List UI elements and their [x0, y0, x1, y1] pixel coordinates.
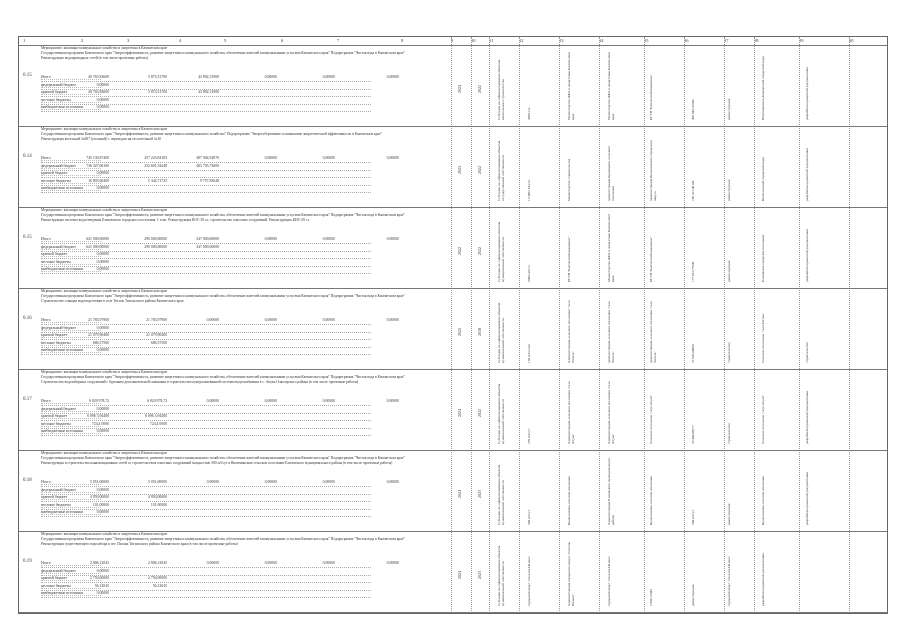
funding-source-label: внебюджетные источники: [41, 348, 101, 353]
amount-cell: 21 783,97900: [146, 318, 167, 322]
amount-cell: 0,00000: [264, 75, 277, 79]
funding-source-label: Итого: [41, 75, 101, 80]
amount-cell: 6 096 3,94400: [87, 414, 109, 418]
amount-cell: 0,00000: [386, 237, 399, 241]
amount-cell: 5 873,51700: [148, 90, 167, 94]
column-header: 19: [799, 38, 804, 43]
amount-cell: 43 892,31900: [198, 75, 219, 79]
program-title: Государственная программа Камчатского края "Энергоэффективность, развитие энергетики и коммунального хозяйства, обеспечение жителей коммунальными услугами Камчатского края" Подпрограмма "Чистая вода в Камчатском крае": [41, 456, 406, 460]
vertical-cell-text: разработка проектной документации: [805, 390, 809, 444]
vertical-cell-text: 500 м3/сут: [527, 509, 531, 525]
vertical-cell-text: администрация сельского поселения "село Тигиль": [607, 301, 615, 363]
program-title: Государственная программа Камчатского края "Энергоэффективность, развитие энергетики и коммунального хозяйства, обеспечение жителей коммунальными услугами Камчатского края" Подпрограмма "Чистая вода в Камчатском крае": [41, 294, 406, 298]
funding-source-label: Итого: [41, 318, 101, 323]
vertical-cell-text: 4500 п.м: [527, 107, 531, 120]
vertical-cell-text: администрация сельского поселения "село Тигиль": [649, 301, 657, 363]
amount-cell: 2 806,12045: [148, 561, 167, 565]
amount-cell: 43 892,31900: [198, 90, 219, 94]
vertical-cell-text: Субсидии на софинансирование объектов муниципальной собственности: [497, 302, 505, 363]
amount-cell: 252 691,34448: [144, 163, 167, 168]
amount-cell: 0,00000: [96, 97, 109, 102]
funding-source-label: краевой бюджет: [41, 90, 101, 95]
funding-source-label: местные бюджеты: [41, 503, 101, 508]
amount-cell: 0,00000: [96, 568, 109, 573]
vertical-cell-text: Елизовское городское поселение: [761, 234, 765, 282]
vertical-cell-text: администрация Вилючинского городского округа: [649, 140, 657, 201]
amount-cell: 49 765,83600: [88, 90, 109, 94]
year-start: 2024: [457, 409, 462, 417]
amount-cell: 724,4 0000: [149, 421, 167, 426]
amount-cell: 0,00000: [96, 186, 109, 190]
funding-source-label: Итого: [41, 399, 101, 404]
program-title: Государственная программа Камчатского края "Энергоэффективность, развитие энергетики и коммунального хозяйства, обеспечение жителей коммунальными услугами Камчатского края" Подпрограмма "Чистая вода в Камчатском крае": [41, 537, 406, 541]
vertical-cell-text: 500 м3/сут: [691, 509, 695, 525]
amount-cell: 0,00000: [206, 318, 219, 322]
amount-cell: 0,00000: [96, 510, 109, 514]
vertical-cell-text: Субсидии на софинансирование объектов муниципальной собственности: [497, 221, 505, 282]
program-title: Государственная программа Камчатского края "Энергоэффективность, развитие энергетики и коммунального хозяйства, обеспечение жителей коммунальными услугами Камчатского края" Подпрограмма "Чистая вода в Камчатском крае": [41, 51, 406, 55]
vertical-cell-text: разработка проектной документации: [805, 471, 809, 525]
amount-cell: 347 000,00000: [196, 244, 219, 249]
amount-cell: 0,00000: [264, 318, 277, 322]
amount-cell: 101,00000: [150, 502, 167, 507]
column-header: 17: [724, 38, 729, 43]
project-title: Строительство водозаборных сооружений с бурением дополнительной скважины и строительство централизованной системы водоснабжения в с. Апука Олюторского района (в том числе проектные работы): [41, 380, 359, 384]
vertical-cell-text: 150 м3/сутки: [527, 344, 531, 363]
column-header: 6: [281, 38, 284, 43]
row-number: 0.14: [23, 154, 32, 159]
amount-cell: 0,00000: [386, 156, 399, 160]
funding-source-label: федеральный бюджет: [41, 83, 101, 88]
amount-cell: 0,00000: [322, 480, 335, 484]
funding-source-label: местные бюджеты: [41, 341, 101, 346]
funding-source-label: Итого: [41, 156, 101, 161]
column-header: 18: [754, 38, 759, 43]
vertical-cell-text: КГУП "Камчатский водоканал": [649, 236, 653, 282]
amount-cell: 101,00000: [92, 502, 109, 507]
amount-cell: 0,00000: [206, 480, 219, 484]
amount-cell: 5 051,00000: [148, 480, 167, 484]
column-header: 13: [559, 38, 564, 43]
amount-cell: 347 000,00000: [196, 237, 219, 241]
row-number: 0.17: [23, 397, 32, 402]
project-title: Реконструкция и строительство канализационных сетей со строительством очистных сооружений мощностью 500 м3/сут в Вилючинском сельском поселении Елизовского муниципального района (в том числе проектные работы): [41, 461, 393, 465]
budget-row: [19, 369, 887, 451]
vertical-cell-text: реконструкция: [727, 260, 731, 282]
year-start: 2023: [457, 328, 462, 336]
program-title: Государственная программа Камчатского края "Энергоэффективность, развитие энергетики и коммунального хозяйства, обеспечение жителей коммунальными услугами Камчатского края" Подпрограмма "Чистая вода в Камчатском крае": [41, 375, 406, 379]
column-header: 7: [337, 38, 340, 43]
row-divider: [41, 516, 371, 517]
amount-cell: 0,00000: [96, 171, 109, 175]
funding-source-label: внебюджетные источники: [41, 267, 101, 272]
row-number: 0.19: [23, 559, 32, 564]
funding-source-label: краевой бюджет: [41, 252, 101, 257]
vertical-cell-text: Петропавловск-Камчатский городской округ: [761, 55, 765, 120]
amount-cell: 0,00000: [96, 259, 109, 264]
funding-source-label: внебюджетные источники: [41, 591, 101, 596]
amount-cell: 0,00000: [206, 399, 219, 403]
budget-row: [19, 45, 887, 127]
amount-cell: 0,00000: [96, 487, 109, 492]
amount-cell: 4 950,00000: [90, 495, 109, 499]
funding-source-label: краевой бюджет: [41, 495, 101, 500]
amount-cell: 5 344,71725: [148, 178, 167, 183]
vertical-cell-text: Субсидии на софинансирование объектов муниципальной собственности: [497, 545, 505, 606]
vertical-cell-text: Вилючинское сельское поселение: [649, 476, 653, 525]
funding-source-label: федеральный бюджет: [41, 407, 101, 412]
project-title: Строительство станции водоподготовки в селе Тигиль Тигильского района Камчатского края: [41, 299, 184, 303]
amount-cell: 0,00000: [96, 252, 109, 256]
amount-cell: 5 051,00000: [90, 480, 109, 484]
vertical-cell-text: Субсидии на софинансирование объектов муниципальной собственности: [497, 383, 505, 444]
vertical-cell-text: 37 945,00000: [691, 344, 695, 363]
vertical-cell-text: Администрация сельского поселения "село Тигиль": [567, 300, 575, 363]
vertical-cell-text: городской округ "поселок Палана": [727, 555, 731, 606]
row-divider: [41, 597, 371, 598]
amount-cell: 56,12045: [94, 583, 109, 588]
year-end: 2022: [477, 166, 482, 174]
amount-cell: 6 820 978,72: [147, 399, 167, 403]
vertical-cell-text: 15 МВт Гкал/ч: [527, 179, 531, 201]
amount-cell: 0,00000: [322, 399, 335, 403]
vertical-cell-text: реконструкция: [691, 584, 695, 606]
year-end: 2018: [477, 328, 482, 336]
vertical-cell-text: Администрация Елизовского муниципального района: [607, 458, 615, 525]
vertical-cell-text: Субсидии на софинансирование объектов государственной собственности: [497, 140, 505, 201]
amount-cell: 6 820 978,72: [89, 399, 109, 403]
activity-title: Мероприятие: жилищно-коммунальное хозяйство и энергетика в Камчатском крае: [41, 208, 168, 212]
amount-cell: 9 757,83648: [200, 178, 219, 183]
amount-cell: 0,00000: [264, 156, 277, 160]
amount-cell: 4 950,00000: [148, 495, 167, 499]
amount-cell: 56,12045: [152, 583, 167, 588]
vertical-cell-text: городской округ "поселок Палана": [527, 555, 531, 606]
year-start: 2024: [457, 571, 462, 579]
amount-cell: 745 130,87400: [86, 156, 109, 160]
activity-title: Мероприятие: жилищно-коммунальное хозяйство и энергетика в Камчатском крае: [41, 289, 168, 293]
amount-cell: 487 904,92870: [196, 156, 219, 160]
amount-cell: 290 000,00000: [144, 244, 167, 249]
program-title: Государственная программа Камчатского края "Энергоэффективность, развитие энергетики и коммунального хозяйства" Подпрограмма "Энергосбережение и повышение энергетической эффективности в Камчатском крае": [41, 132, 383, 136]
vertical-cell-text: Вилючинское сельское поселение: [567, 476, 571, 525]
amount-cell: 0,00000: [322, 75, 335, 79]
column-header: 2: [81, 38, 84, 43]
column-header: 12: [519, 38, 524, 43]
funding-source-label: местные бюджеты: [41, 179, 101, 184]
vertical-cell-text: реконструкция: [727, 503, 731, 525]
vertical-cell-text: разработка проектной документации: [761, 552, 765, 606]
amount-cell: 641 000,00000: [86, 244, 109, 249]
amount-cell: 483 705,73600: [196, 163, 219, 168]
amount-cell: 0,00000: [96, 105, 109, 109]
funding-source-label: краевой бюджет: [41, 576, 101, 581]
activity-title: Мероприятие: жилищно-коммунальное хозяйство и энергетика в Камчатском крае: [41, 127, 168, 131]
amount-cell: 0,00000: [96, 267, 109, 271]
year-end: 2022: [477, 247, 482, 255]
activity-title: Мероприятие: жилищно-коммунальное хозяйство и энергетика в Камчатском крае: [41, 532, 168, 536]
amount-cell: 49 765,83600: [88, 75, 109, 79]
amount-cell: 0,00000: [96, 348, 109, 352]
funding-source-label: местные бюджеты: [41, 98, 101, 103]
funding-source-label: федеральный бюджет: [41, 488, 101, 493]
year-end: 2023: [477, 571, 482, 579]
amount-cell: 0,00000: [322, 156, 335, 160]
year-start: 2023: [457, 166, 462, 174]
vertical-cell-text: 5000 м3/сут: [527, 264, 531, 282]
vertical-cell-text: КГУП "Камчатский водоканал": [567, 236, 571, 282]
column-header: 9: [451, 38, 454, 43]
vertical-cell-text: Вилючинский городской округ: [761, 156, 765, 201]
amount-cell: 0,00000: [96, 591, 109, 595]
activity-title: Мероприятие: жилищно-коммунальное хозяйство и энергетика в Камчатском крае: [41, 370, 168, 374]
vertical-cell-text: 736 327,06100: [691, 180, 695, 201]
amount-cell: 21 079,90400: [88, 333, 109, 337]
column-header: 10: [471, 38, 476, 43]
vertical-cell-text: 2 806,12045: [649, 589, 653, 606]
amount-cell: 16 803,60400: [88, 178, 109, 183]
project-title: Реконструкция водопроводных сетей (в том числе проектные работы): [41, 56, 148, 60]
amount-cell: 21 079,90400: [146, 333, 167, 337]
funding-source-label: Итого: [41, 237, 101, 242]
amount-cell: 0,00000: [264, 561, 277, 565]
row-number: 0.15: [23, 235, 32, 240]
vertical-cell-text: городской округ "поселок Палана": [607, 555, 611, 606]
funding-source-label: местные бюджеты: [41, 260, 101, 265]
vertical-cell-text: Сельское поселение "село Апука": [761, 394, 765, 444]
amount-cell: 0,00000: [96, 429, 109, 433]
budget-row: [19, 126, 887, 208]
row-divider: [41, 354, 371, 355]
amount-cell: 0,00000: [386, 561, 399, 565]
column-header: 14: [599, 38, 604, 43]
amount-cell: 2 806,12045: [90, 561, 109, 565]
amount-cell: 2 750,00000: [90, 576, 109, 580]
amount-cell: 686,57500: [150, 340, 167, 345]
funding-source-label: внебюджетные источники: [41, 186, 101, 191]
row-divider: [41, 192, 371, 193]
project-title: Реконструкция котельной №007 (угольной) с переводом на газ котельной №10: [41, 137, 161, 141]
vertical-cell-text: реконструкция: [727, 179, 731, 201]
vertical-cell-text: Вилючинское сельское поселение: [761, 476, 765, 525]
vertical-cell-text: Субсидии на софинансирование объектов муниципальной собственности: [497, 464, 505, 525]
column-header: 15: [644, 38, 649, 43]
amount-cell: 641 000,00000: [86, 237, 109, 241]
vertical-cell-text: Министерство ЖКХ и энергетики Камчатского края: [607, 213, 615, 282]
vertical-cell-text: 270 м3/сут: [527, 428, 531, 444]
amount-cell: 0,00000: [96, 325, 109, 330]
funding-source-label: внебюджетные источники: [41, 105, 101, 110]
vertical-cell-text: Министерство ЖКХ и энергетики Камчатского края: [567, 51, 575, 120]
program-title: Государственная программа Камчатского края "Энергоэффективность, развитие энергетики и коммунального хозяйства, обеспечение жителей коммунальными услугами Камчатского края" Подпрограмма "Чистая вода в Камчатском крае": [41, 213, 406, 217]
column-header: 4: [179, 38, 182, 43]
funding-source-label: федеральный бюджет: [41, 326, 101, 331]
year-start: 2024: [457, 490, 462, 498]
column-header: 5: [224, 38, 227, 43]
project-title: Реконструкция системы водоотведения Елизовского городского поселения. 1 этап. Реконструкция КОС-38 ос. строительство очистных сооружений. Реконструкция КНС-29 ст.: [41, 218, 310, 222]
budget-row: [19, 531, 887, 613]
vertical-cell-text: Администрация городского округа "поселок Палана": [567, 541, 575, 606]
funding-source-label: краевой бюджет: [41, 414, 101, 419]
amount-cell: 0,00000: [386, 75, 399, 79]
year-end: 2023: [477, 490, 482, 498]
vertical-cell-text: Министерство строительства: [567, 158, 571, 201]
amount-cell: 5 873,51700: [148, 75, 167, 79]
amount-cell: 290 000,00000: [144, 237, 167, 241]
vertical-cell-text: Администрация сельского поселения "село Апука": [607, 381, 615, 444]
vertical-cell-text: строительство: [805, 342, 809, 363]
amount-cell: 0,00000: [264, 480, 277, 484]
vertical-cell-text: строительство: [727, 423, 731, 444]
amount-cell: 0,00000: [322, 561, 335, 565]
row-number: 0.18: [23, 478, 32, 483]
amount-cell: 686,57500: [92, 340, 109, 345]
vertical-cell-text: Субсидии на софинансирование объектов капитального строительства: [497, 59, 505, 120]
column-header: 3: [127, 38, 130, 43]
vertical-cell-text: разработка проектной документации: [805, 228, 809, 282]
vertical-cell-text: Министерство ЖКХ и энергетики Камчатского края: [607, 51, 615, 120]
amount-cell: 0,00000: [386, 318, 399, 322]
amount-cell: 257 225,84183: [144, 156, 167, 160]
vertical-cell-text: КГУП "Камчатский водоканал": [649, 74, 653, 120]
budget-row: [19, 450, 887, 532]
vertical-cell-text: строительство: [727, 342, 731, 363]
amount-cell: 0,00000: [264, 399, 277, 403]
budget-row: [19, 288, 887, 370]
amount-cell: 0,00000: [206, 561, 219, 565]
row-number: 0.16: [23, 316, 32, 321]
row-divider: [41, 111, 371, 112]
amount-cell: 0,00000: [322, 318, 335, 322]
amount-cell: 0,00000: [386, 399, 399, 403]
funding-source-label: Итого: [41, 480, 101, 485]
funding-source-label: местные бюджеты: [41, 584, 101, 589]
funding-source-label: краевой бюджет: [41, 171, 101, 176]
year-start: 2024: [457, 85, 462, 93]
vertical-cell-text: Администрация сельского поселения "село Апука": [567, 381, 575, 444]
amount-cell: 0,00000: [386, 480, 399, 484]
budget-table: [18, 36, 888, 614]
activity-title: Мероприятие: жилищно-коммунальное хозяйство и энергетика в Камчатском крае: [41, 46, 168, 50]
activity-title: Мероприятие: жилищно-коммунальное хозяйство и энергетика в Камчатском крае: [41, 451, 168, 455]
vertical-cell-text: Сельское поселение "село Тигиль": [761, 312, 765, 363]
row-number: 0.15: [23, 73, 32, 78]
vertical-cell-text: 59 440,89277: [691, 425, 695, 444]
row-divider: [41, 273, 371, 274]
year-end: 2022: [477, 409, 482, 417]
funding-source-label: местные бюджеты: [41, 422, 101, 427]
vertical-cell-text: 177 822,77600: [691, 261, 695, 282]
amount-cell: 0,00000: [96, 406, 109, 411]
column-header: 11: [489, 38, 494, 43]
vertical-cell-text: Сельское поселение "село Апука": [649, 394, 653, 444]
year-start: 2022: [457, 247, 462, 255]
amount-cell: 0,00000: [96, 82, 109, 87]
amount-cell: 736 327,06100: [86, 163, 109, 168]
vertical-cell-text: разработка проектной документации: [805, 147, 809, 201]
funding-source-label: внебюджетные источники: [41, 429, 101, 434]
funding-source-label: краевой бюджет: [41, 333, 101, 338]
column-header: 1: [23, 38, 26, 43]
funding-source-label: федеральный бюджет: [41, 245, 101, 250]
vertical-cell-text: разработка проектной документации: [805, 66, 809, 120]
column-header: 8: [401, 38, 404, 43]
amount-cell: 6 096 3,94400: [145, 414, 167, 418]
vertical-cell-text: 495 843,31900: [691, 99, 695, 120]
project-title: Реконструкция существующего водозабора в пгт. Палана Тигильского района Камчатского края (в том числе проектные работы): [41, 542, 238, 546]
budget-row: [19, 207, 887, 289]
funding-source-label: Итого: [41, 561, 101, 566]
funding-source-label: федеральный бюджет: [41, 569, 101, 574]
row-divider: [41, 435, 371, 436]
funding-source-label: внебюджетные источники: [41, 510, 101, 515]
amount-cell: 2 750,00000: [148, 576, 167, 580]
funding-source-label: федеральный бюджет: [41, 164, 101, 169]
amount-cell: 0,00000: [322, 237, 335, 241]
amount-cell: 21 783,97900: [88, 318, 109, 322]
amount-cell: 0,00000: [264, 237, 277, 241]
year-end: 2022: [477, 85, 482, 93]
column-header: 20: [849, 38, 854, 43]
vertical-cell-text: администрация Кроноцкого сельского поселения: [607, 145, 615, 201]
amount-cell: 724,4 0000: [91, 421, 109, 426]
column-header: 16: [684, 38, 689, 43]
vertical-cell-text: реконструкция: [727, 98, 731, 120]
